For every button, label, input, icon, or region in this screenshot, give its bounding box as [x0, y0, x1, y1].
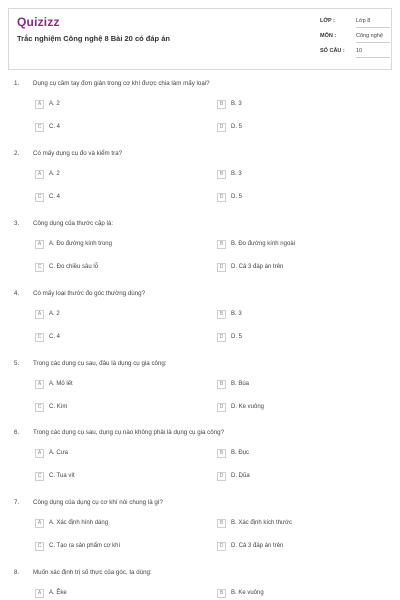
option-letter-box: C [35, 123, 44, 132]
option-letter-box: D [217, 263, 226, 272]
option-letter-box: B [217, 589, 226, 598]
option-letter-box: C [35, 403, 44, 412]
option-b[interactable] [217, 379, 249, 389]
option-b[interactable] [217, 239, 295, 249]
option-text: A. 2 [49, 311, 60, 317]
option-letter-box: B [217, 100, 226, 109]
question-number: 8. [14, 569, 20, 576]
meta-value: Công nghệ [356, 31, 390, 43]
option-text: D. 5 [231, 334, 243, 340]
option-a[interactable] [35, 309, 60, 319]
meta-row-subject [320, 31, 390, 46]
option-text: B. Búa [231, 381, 250, 387]
option-letter-box: D [217, 123, 226, 132]
option-c[interactable] [35, 332, 60, 342]
option-text: D. 5 [231, 194, 243, 200]
option-d[interactable] [217, 541, 283, 551]
option-b[interactable] [217, 99, 242, 109]
option-letter-box: B [217, 380, 226, 389]
option-d[interactable] [217, 402, 264, 412]
option-a[interactable] [35, 448, 68, 458]
question-number: 3. [14, 220, 20, 227]
worksheet-title: Trắc nghiệm Công nghệ 8 Bài 20 có đáp án [17, 34, 170, 43]
question-number: 1. [14, 80, 20, 87]
option-text: B. Xác định kích thước [231, 520, 292, 526]
meta-value: 10 [356, 46, 390, 58]
quizizz-logo: Quizizz [17, 15, 60, 29]
option-b[interactable] [217, 448, 249, 458]
question-number: 6. [14, 429, 20, 436]
question-body: Công dụng của dụng cụ cơ khí nói chung là gì? [33, 499, 163, 506]
option-text: B. 3 [231, 101, 242, 107]
option-letter-box: B [217, 240, 226, 249]
option-letter-box: C [35, 263, 44, 272]
meta-label: LỚP : [320, 18, 335, 24]
option-letter-box: D [217, 193, 226, 202]
option-text: C. 4 [49, 124, 61, 130]
option-letter-box: B [217, 449, 226, 458]
option-text: B. Ke vuông [231, 590, 264, 596]
question-number: 5. [14, 360, 20, 367]
question-body: Có mấy dụng cụ đo và kiểm tra? [33, 150, 123, 157]
option-text: A. Xác định hình dáng [49, 520, 109, 526]
option-text: A. 2 [49, 101, 60, 107]
option-letter-box: D [217, 333, 226, 342]
question-body: Có mấy loại thước đo góc thường dùng? [33, 290, 146, 297]
option-c[interactable] [35, 262, 98, 272]
option-a[interactable] [35, 169, 60, 179]
option-d[interactable] [217, 122, 242, 132]
question-number: 4. [14, 290, 20, 297]
option-letter-box: A [35, 240, 44, 249]
question-body: Dụng cụ cầm tay đơn giản trong cơ khí được chia làm mấy loại? [33, 80, 210, 87]
option-text: D. Ke vuông [231, 404, 265, 410]
option-text: C. Tua vít [49, 473, 75, 479]
option-text: C. Tạo ra sản phẩm cơ khí [49, 543, 121, 549]
question-number: 7. [14, 499, 20, 506]
option-b[interactable] [217, 518, 292, 528]
option-text: D. Cả 3 đáp án trên [231, 543, 284, 549]
option-text: C. 4 [49, 334, 61, 340]
option-text: D. Dũa [231, 473, 250, 479]
option-a[interactable] [35, 518, 108, 528]
option-d[interactable] [217, 332, 242, 342]
option-text: A. Êke [49, 590, 67, 596]
meta-value: Lớp 8 [356, 16, 390, 28]
option-b[interactable] [217, 169, 242, 179]
option-b[interactable] [217, 309, 242, 319]
option-d[interactable] [217, 471, 250, 481]
option-c[interactable] [35, 541, 120, 551]
option-text: A. Cưa [49, 450, 69, 456]
question-body: Công dụng của thước cặp là: [33, 220, 114, 227]
question-number: 2. [14, 150, 20, 157]
option-letter-box: A [35, 589, 44, 598]
option-letter-box: C [35, 472, 44, 481]
option-letter-box: A [35, 519, 44, 528]
meta-label: MÔN : [320, 33, 337, 39]
option-letter-box: D [217, 542, 226, 551]
option-a[interactable] [35, 99, 60, 109]
option-text: B. Đục [231, 450, 250, 456]
option-a[interactable] [35, 239, 112, 249]
question-body: Muốn xác định trị số thực của góc, ta dùng: [33, 569, 152, 576]
question-body: Trong các dụng cụ sau, dụng cụ nào không phải là dụng cụ gia công? [33, 429, 225, 436]
option-text: A. 2 [49, 171, 60, 177]
option-text: D. 5 [231, 124, 243, 130]
option-c[interactable] [35, 192, 60, 202]
option-c[interactable] [35, 471, 75, 481]
option-text: A. Đo đường kính trong [49, 241, 112, 247]
question-body: Trong các dụng cụ sau, đâu là dụng cụ gia công: [33, 360, 167, 367]
option-letter-box: D [217, 472, 226, 481]
option-text: C. 4 [49, 194, 61, 200]
option-text: B. Đo đường kính ngoài [231, 241, 295, 247]
option-a[interactable] [35, 379, 73, 389]
meta-row-count [320, 46, 390, 61]
option-letter-box: B [217, 519, 226, 528]
option-c[interactable] [35, 402, 67, 412]
option-b[interactable] [217, 588, 264, 598]
option-text: C. Đo chiều sâu lỗ [49, 264, 99, 270]
option-letter-box: A [35, 100, 44, 109]
option-letter-box: C [35, 542, 44, 551]
option-text: A. Mỏ lết [49, 381, 73, 387]
option-d[interactable] [217, 192, 242, 202]
option-letter-box: C [35, 193, 44, 202]
meta-label: SỐ CÂU : [320, 48, 345, 54]
worksheet-header [8, 8, 392, 70]
worksheet-meta [320, 16, 390, 61]
meta-row-class [320, 16, 390, 31]
option-a[interactable] [35, 588, 67, 598]
option-letter-box: A [35, 170, 44, 179]
option-c[interactable] [35, 122, 60, 132]
option-letter-box: B [217, 170, 226, 179]
option-text: C. Kìm [49, 404, 68, 410]
option-text: B. 3 [231, 171, 242, 177]
option-letter-box: B [217, 310, 226, 319]
option-letter-box: A [35, 310, 44, 319]
option-letter-box: A [35, 449, 44, 458]
option-text: B. 3 [231, 311, 242, 317]
option-d[interactable] [217, 262, 283, 272]
option-letter-box: C [35, 333, 44, 342]
option-letter-box: A [35, 380, 44, 389]
option-letter-box: D [217, 403, 226, 412]
option-text: D. Cả 3 đáp án trên [231, 264, 284, 270]
